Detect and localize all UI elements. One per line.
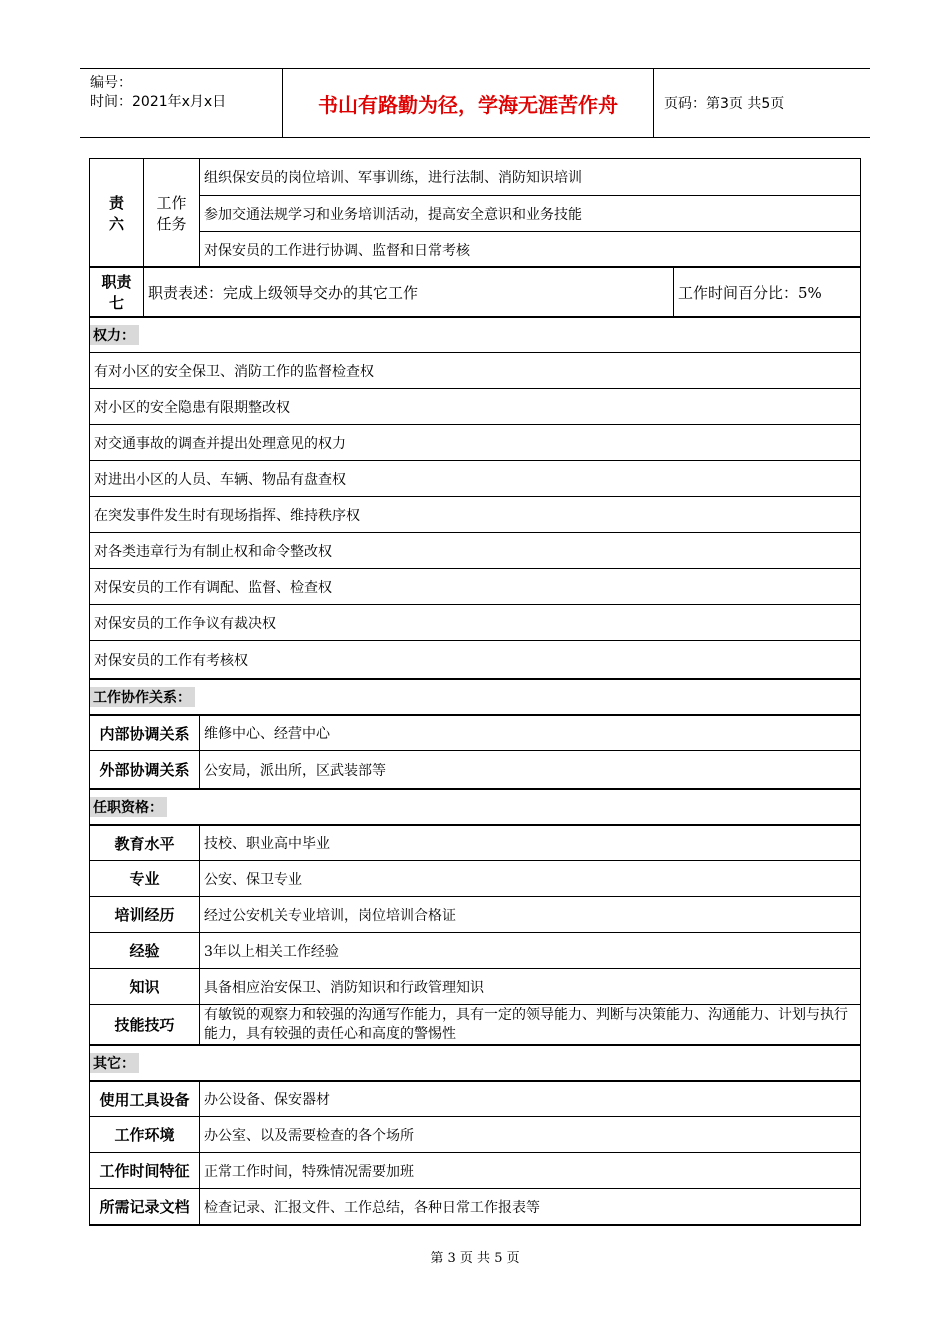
other-row bbox=[89, 1152, 861, 1188]
qualification-label: 技能技巧 bbox=[90, 1005, 200, 1044]
duty6-label bbox=[90, 159, 144, 266]
other-row bbox=[89, 1188, 861, 1224]
other-title: 其它： bbox=[90, 1053, 139, 1073]
power-item bbox=[89, 604, 861, 640]
header-page-info: 页码：第3页 共5页 bbox=[664, 96, 785, 112]
relation-label: 外部协调关系 bbox=[90, 751, 200, 788]
table-bottom-border bbox=[89, 1224, 861, 1226]
power-item-text: 对保安员的工作有考核权 bbox=[94, 652, 248, 669]
qualification-row bbox=[89, 932, 861, 968]
power-item-text: 对小区的安全隐患有限期整改权 bbox=[94, 399, 290, 416]
task-item: 对保安员的工作进行协调、监督和日常考核 bbox=[200, 231, 860, 267]
page-footer: 第 3 页 共 5 页 bbox=[430, 1251, 520, 1266]
other-row bbox=[89, 1116, 861, 1152]
qualification-label: 知识 bbox=[90, 969, 200, 1004]
relation-value: 公安局，派出所，区武装部等 bbox=[204, 762, 386, 779]
relation-label: 内部协调关系 bbox=[90, 716, 200, 750]
power-item-text: 对进出小区的人员、车辆、物品有盘查权 bbox=[94, 471, 346, 488]
duty6-label-line1: 责 bbox=[108, 193, 124, 212]
power-item bbox=[89, 568, 861, 604]
qualification-row bbox=[89, 896, 861, 932]
qualification-value: 技校、职业高中毕业 bbox=[204, 836, 330, 852]
powers-title: 权力： bbox=[90, 325, 139, 345]
header-motto: 书山有路勤为径，学海无涯苦作舟 bbox=[283, 69, 654, 137]
other-row bbox=[89, 1080, 861, 1116]
power-item bbox=[89, 532, 861, 568]
other-value: 办公设备、保安器材 bbox=[204, 1092, 330, 1108]
other-label: 使用工具设备 bbox=[90, 1082, 200, 1116]
task-item: 组织保安员的岗位培训、军事训练，进行法制、消防知识培训 bbox=[204, 170, 582, 186]
power-item bbox=[89, 352, 861, 388]
other-label: 工作环境 bbox=[90, 1117, 200, 1152]
relation-row bbox=[89, 714, 861, 750]
task-item: 参加交通法规学习和业务培训活动，提高安全意识和业务技能 bbox=[200, 195, 860, 231]
qualifications-title: 任职资格： bbox=[90, 797, 167, 817]
duty7-label-line2: 七 bbox=[108, 294, 124, 312]
qualification-value: 具备相应治安保卫、消防知识和行政管理知识 bbox=[204, 979, 484, 996]
power-item-text: 对交通事故的调查并提出处理意见的权力 bbox=[94, 435, 346, 452]
qualification-label: 教育水平 bbox=[90, 826, 200, 860]
duty7-row bbox=[89, 266, 861, 316]
power-item-text: 对保安员的工作争议有裁决权 bbox=[94, 615, 276, 632]
power-item bbox=[89, 496, 861, 532]
duty7-time-percent: 工作时间百分比：5% bbox=[678, 283, 822, 302]
task-label-line1: 工作 bbox=[156, 193, 187, 212]
other-label: 所需记录文档 bbox=[90, 1189, 200, 1224]
power-item-text: 在突发事件发生时有现场指挥、维持秩序权 bbox=[94, 507, 360, 524]
other-value: 办公室、以及需要检查的各个场所 bbox=[204, 1127, 414, 1144]
power-item bbox=[89, 388, 861, 424]
code-label: 编号： bbox=[90, 75, 132, 91]
qualification-row bbox=[89, 860, 861, 896]
power-item bbox=[89, 640, 861, 678]
qualification-label: 专业 bbox=[90, 861, 200, 896]
qualification-row bbox=[89, 824, 861, 860]
relation-row bbox=[89, 750, 861, 788]
task-label bbox=[144, 159, 200, 266]
duty6-label-line2: 六 bbox=[108, 214, 124, 233]
duty6-block bbox=[89, 158, 861, 266]
other-value: 正常工作时间，特殊情况需要加班 bbox=[204, 1163, 414, 1180]
relation-value: 维修中心、经营中心 bbox=[204, 726, 330, 742]
qualification-value: 3年以上相关工作经验 bbox=[204, 943, 339, 960]
qualification-row bbox=[89, 968, 861, 1004]
power-item-text: 对保安员的工作有调配、监督、检查权 bbox=[94, 579, 332, 596]
powers-section-title bbox=[89, 316, 861, 352]
qualifications-section-title bbox=[89, 788, 861, 824]
other-label: 工作时间特征 bbox=[90, 1153, 200, 1188]
other-section-title bbox=[89, 1044, 861, 1080]
qualification-value: 有敏锐的观察力和较强的沟通写作能力，具有一定的领导能力、判断与决策能力、沟通能力、计划与执行能力，具有较强的责任心和高度的警惕性 bbox=[204, 1006, 848, 1042]
header-meta bbox=[80, 69, 283, 137]
power-item-text: 对各类违章行为有制止权和命令整改权 bbox=[94, 543, 332, 560]
relations-section-title bbox=[89, 678, 861, 714]
task-label-line2: 任务 bbox=[156, 214, 187, 233]
qualification-value: 经过公安机关专业培训，岗位培训合格证 bbox=[204, 907, 456, 924]
date-label: 时间：2021年x月x日 bbox=[90, 94, 227, 110]
page-header bbox=[80, 68, 870, 138]
relations-title: 工作协作关系： bbox=[90, 687, 195, 707]
power-item bbox=[89, 460, 861, 496]
qualification-value: 公安、保卫专业 bbox=[204, 871, 302, 888]
duty7-label-line1: 职责 bbox=[101, 273, 132, 291]
qualification-label: 培训经历 bbox=[90, 897, 200, 932]
power-item bbox=[89, 424, 861, 460]
duty7-description: 职责表述：完成上级领导交办的其它工作 bbox=[144, 268, 674, 316]
qualification-row bbox=[89, 1004, 861, 1044]
power-item-text: 有对小区的安全保卫、消防工作的监督检查权 bbox=[94, 363, 374, 380]
qualification-label: 经验 bbox=[90, 933, 200, 968]
duty7-label bbox=[90, 268, 144, 316]
other-value: 检查记录、汇报文件、工作总结，各种日常工作报表等 bbox=[204, 1199, 540, 1216]
